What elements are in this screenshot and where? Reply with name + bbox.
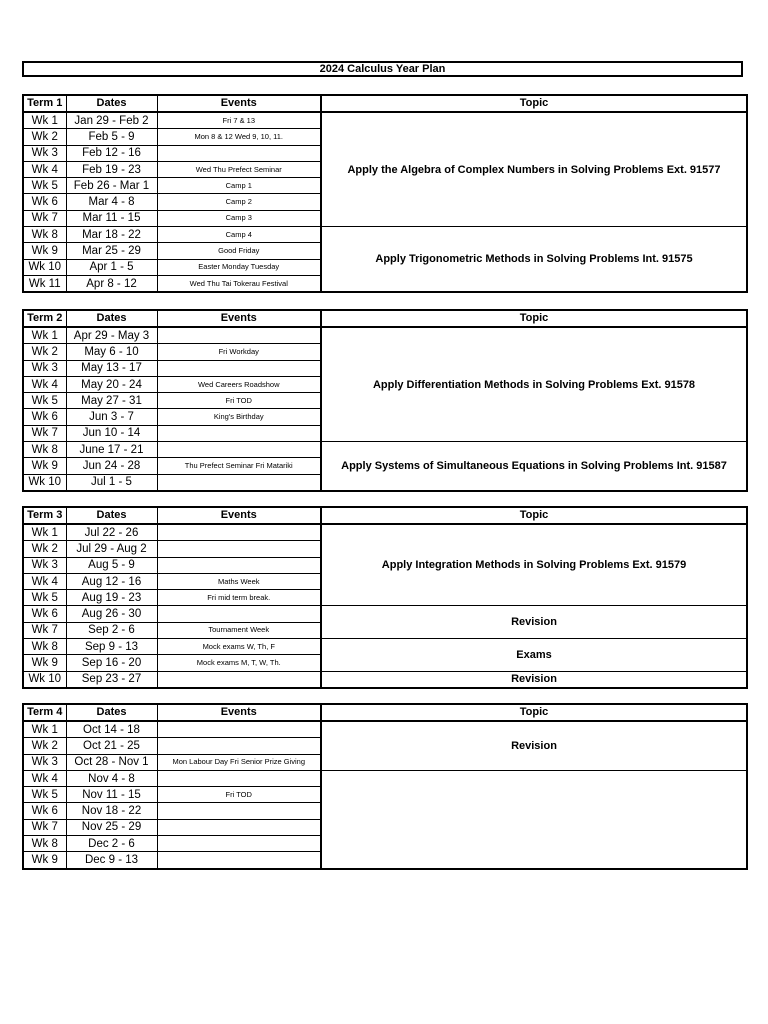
week-row — [23, 524, 747, 541]
week-dates: May 6 - 10 — [66, 344, 157, 360]
week-label: Wk 1 — [23, 524, 66, 541]
week-dates: Sep 16 - 20 — [66, 655, 157, 671]
week-event — [157, 606, 321, 622]
week-label: Wk 7 — [23, 425, 66, 441]
week-event: Wed Careers Roadshow — [157, 376, 321, 392]
week-event — [157, 819, 321, 835]
week-label: Wk 2 — [23, 738, 66, 754]
week-event — [157, 442, 321, 458]
week-label: Wk 9 — [23, 458, 66, 474]
topic-cell: Revision — [321, 721, 747, 770]
header-row — [23, 310, 747, 327]
topic-header: Topic — [321, 310, 747, 327]
topic-cell: Apply Systems of Simultaneous Equations in Solving Problems Int. 91587 — [321, 442, 747, 491]
week-event: Good Friday — [157, 243, 321, 259]
topic-cell: Revision — [321, 606, 747, 639]
week-label: Wk 6 — [23, 803, 66, 819]
week-event — [157, 145, 321, 161]
topic-cell: Apply Integration Methods in Solving Problems Ext. 91579 — [321, 524, 747, 606]
week-event: Camp 4 — [157, 227, 321, 243]
week-label: Wk 4 — [23, 770, 66, 786]
week-event: Tournament Week — [157, 622, 321, 638]
week-label: Wk 3 — [23, 557, 66, 573]
week-event: Fri TOD — [157, 393, 321, 409]
week-event — [157, 557, 321, 573]
week-dates: Mar 4 - 8 — [66, 194, 157, 210]
week-label: Wk 8 — [23, 836, 66, 852]
week-row — [23, 442, 747, 458]
week-event — [157, 360, 321, 376]
topic-cell: Apply Trigonometric Methods in Solving Problems Int. 91575 — [321, 227, 747, 293]
term-label: Term 1 — [23, 95, 66, 112]
week-row — [23, 327, 747, 344]
week-label: Wk 1 — [23, 112, 66, 129]
events-header: Events — [157, 95, 321, 112]
week-event — [157, 770, 321, 786]
week-event — [157, 803, 321, 819]
topic-cell: Revision — [321, 671, 747, 688]
week-dates: Apr 29 - May 3 — [66, 327, 157, 344]
week-dates: Sep 9 - 13 — [66, 639, 157, 655]
week-event: Thu Prefect Seminar Fri Matariki — [157, 458, 321, 474]
week-event — [157, 852, 321, 869]
topic-header: Topic — [321, 507, 747, 524]
week-event: Mock exams M, T, W, Th. — [157, 655, 321, 671]
week-dates: Mar 11 - 15 — [66, 210, 157, 226]
week-label: Wk 10 — [23, 671, 66, 688]
events-header: Events — [157, 310, 321, 327]
term-label: Term 3 — [23, 507, 66, 524]
week-event: Fri mid term break. — [157, 590, 321, 606]
term-table — [22, 94, 748, 293]
week-row — [23, 671, 747, 688]
week-event: Mon Labour Day Fri Senior Prize Giving — [157, 754, 321, 770]
week-dates: Feb 19 - 23 — [66, 161, 157, 177]
week-dates: Feb 5 - 9 — [66, 129, 157, 145]
page-title: 2024 Calculus Year Plan — [22, 61, 743, 77]
week-label: Wk 8 — [23, 442, 66, 458]
events-header: Events — [157, 507, 321, 524]
header-row — [23, 507, 747, 524]
week-label: Wk 4 — [23, 573, 66, 589]
week-dates: Jun 3 - 7 — [66, 409, 157, 425]
term-table — [22, 309, 748, 492]
week-label: Wk 7 — [23, 622, 66, 638]
week-event: Mock exams W, Th, F — [157, 639, 321, 655]
week-event: Camp 3 — [157, 210, 321, 226]
week-label: Wk 6 — [23, 194, 66, 210]
week-label: Wk 2 — [23, 541, 66, 557]
week-label: Wk 3 — [23, 754, 66, 770]
topic-cell: Apply the Algebra of Complex Numbers in Solving Problems Ext. 91577 — [321, 112, 747, 227]
week-label: Wk 9 — [23, 243, 66, 259]
week-label: Wk 2 — [23, 344, 66, 360]
dates-header: Dates — [66, 704, 157, 721]
week-event: Wed Thu Tai Tokerau Festival — [157, 275, 321, 292]
week-label: Wk 6 — [23, 606, 66, 622]
week-event: King's Birthday — [157, 409, 321, 425]
dates-header: Dates — [66, 507, 157, 524]
week-dates: Apr 8 - 12 — [66, 275, 157, 292]
week-dates: Aug 5 - 9 — [66, 557, 157, 573]
week-event: Fri TOD — [157, 787, 321, 803]
week-label: Wk 3 — [23, 145, 66, 161]
week-row — [23, 112, 747, 129]
week-dates: Oct 21 - 25 — [66, 738, 157, 754]
week-event: Camp 2 — [157, 194, 321, 210]
week-row — [23, 639, 747, 655]
week-label: Wk 2 — [23, 129, 66, 145]
week-row — [23, 770, 747, 786]
week-dates: Sep 2 - 6 — [66, 622, 157, 638]
week-label: Wk 9 — [23, 655, 66, 671]
week-label: Wk 5 — [23, 787, 66, 803]
week-event — [157, 327, 321, 344]
week-dates: May 27 - 31 — [66, 393, 157, 409]
week-label: Wk 5 — [23, 590, 66, 606]
week-dates: Feb 12 - 16 — [66, 145, 157, 161]
week-row — [23, 227, 747, 243]
week-dates: Nov 4 - 8 — [66, 770, 157, 786]
week-dates: Aug 19 - 23 — [66, 590, 157, 606]
term-table — [22, 506, 748, 689]
events-header: Events — [157, 704, 321, 721]
week-label: Wk 3 — [23, 360, 66, 376]
week-label: Wk 6 — [23, 409, 66, 425]
week-event: Fri 7 & 13 — [157, 112, 321, 129]
week-label: Wk 10 — [23, 474, 66, 491]
week-dates: Jan 29 - Feb 2 — [66, 112, 157, 129]
week-event — [157, 738, 321, 754]
term-table — [22, 703, 748, 870]
term-label: Term 4 — [23, 704, 66, 721]
week-dates: Dec 9 - 13 — [66, 852, 157, 869]
week-label: Wk 7 — [23, 210, 66, 226]
week-dates: Dec 2 - 6 — [66, 836, 157, 852]
week-dates: Jun 24 - 28 — [66, 458, 157, 474]
week-dates: Jul 29 - Aug 2 — [66, 541, 157, 557]
week-label: Wk 8 — [23, 639, 66, 655]
week-dates: June 17 - 21 — [66, 442, 157, 458]
header-row — [23, 704, 747, 721]
week-label: Wk 1 — [23, 327, 66, 344]
week-dates: Oct 14 - 18 — [66, 721, 157, 738]
week-dates: Nov 25 - 29 — [66, 819, 157, 835]
week-dates: Apr 1 - 5 — [66, 259, 157, 275]
week-dates: Jul 22 - 26 — [66, 524, 157, 541]
week-event: Fri Workday — [157, 344, 321, 360]
topic-cell: Apply Differentiation Methods in Solving Problems Ext. 91578 — [321, 327, 747, 442]
week-dates: May 13 - 17 — [66, 360, 157, 376]
dates-header: Dates — [66, 310, 157, 327]
topic-cell — [321, 770, 747, 868]
week-label: Wk 9 — [23, 852, 66, 869]
topic-header: Topic — [321, 95, 747, 112]
week-event — [157, 836, 321, 852]
week-event: Maths Week — [157, 573, 321, 589]
week-dates: Nov 18 - 22 — [66, 803, 157, 819]
week-dates: Sep 23 - 27 — [66, 671, 157, 688]
week-event — [157, 425, 321, 441]
week-row — [23, 721, 747, 738]
week-event: Camp 1 — [157, 178, 321, 194]
week-dates: Nov 11 - 15 — [66, 787, 157, 803]
dates-header: Dates — [66, 95, 157, 112]
week-dates: Mar 25 - 29 — [66, 243, 157, 259]
week-event: Wed Thu Prefect Seminar — [157, 161, 321, 177]
week-label: Wk 11 — [23, 275, 66, 292]
week-event — [157, 671, 321, 688]
week-label: Wk 7 — [23, 819, 66, 835]
week-dates: Aug 12 - 16 — [66, 573, 157, 589]
week-event — [157, 474, 321, 491]
term-label: Term 2 — [23, 310, 66, 327]
week-event — [157, 721, 321, 738]
topic-header: Topic — [321, 704, 747, 721]
week-dates: May 20 - 24 — [66, 376, 157, 392]
week-label: Wk 10 — [23, 259, 66, 275]
week-event — [157, 524, 321, 541]
week-dates: Feb 26 - Mar 1 — [66, 178, 157, 194]
week-label: Wk 4 — [23, 376, 66, 392]
week-event: Mon 8 & 12 Wed 9, 10, 11. — [157, 129, 321, 145]
week-event: Easter Monday Tuesday — [157, 259, 321, 275]
week-dates: Oct 28 - Nov 1 — [66, 754, 157, 770]
week-label: Wk 4 — [23, 161, 66, 177]
week-row — [23, 606, 747, 622]
week-dates: Aug 26 - 30 — [66, 606, 157, 622]
week-dates: Mar 18 - 22 — [66, 227, 157, 243]
header-row — [23, 95, 747, 112]
week-label: Wk 8 — [23, 227, 66, 243]
week-label: Wk 5 — [23, 393, 66, 409]
week-event — [157, 541, 321, 557]
week-dates: Jul 1 - 5 — [66, 474, 157, 491]
week-label: Wk 1 — [23, 721, 66, 738]
week-dates: Jun 10 - 14 — [66, 425, 157, 441]
topic-cell: Exams — [321, 639, 747, 672]
week-label: Wk 5 — [23, 178, 66, 194]
